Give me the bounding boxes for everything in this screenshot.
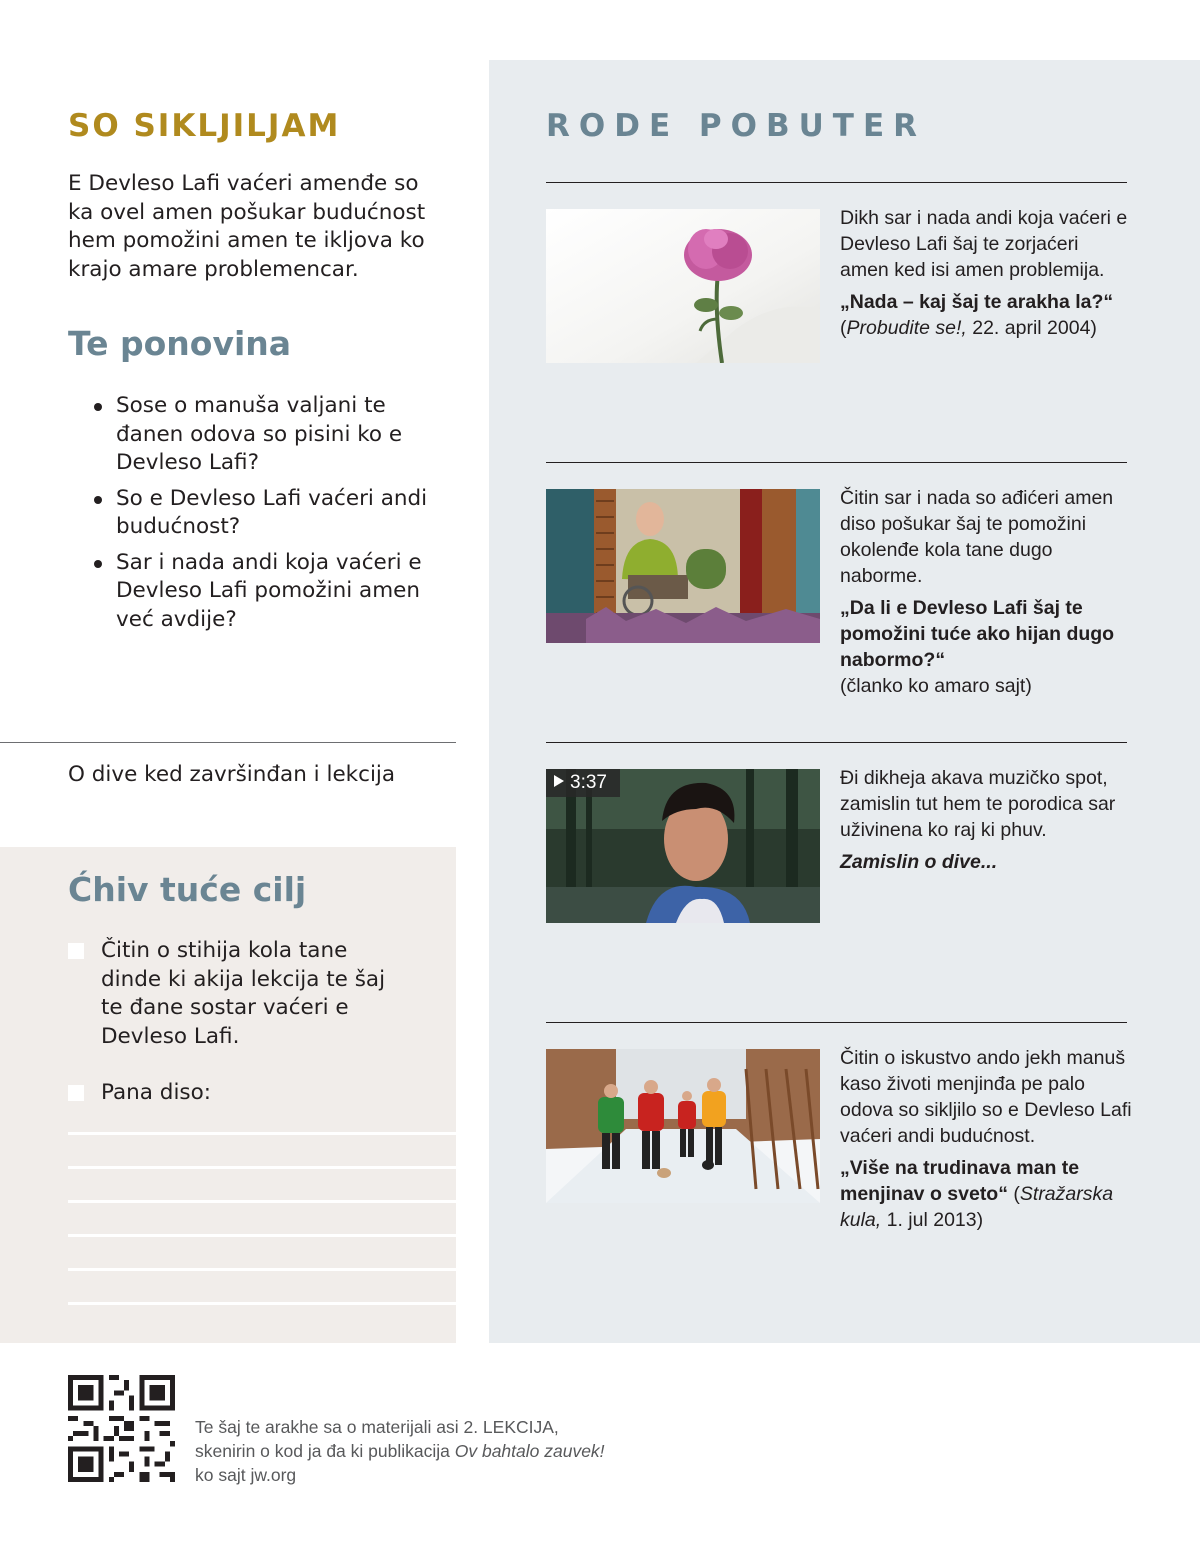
- footer-note: [195, 1415, 695, 1487]
- review-question: Sose o manuša valjani te đanen odova so pisini ko e Devleso Lafi?: [90, 392, 450, 478]
- qr-code[interactable]: [68, 1375, 175, 1482]
- further-item-description: Dikh sar i nada andi koja vaćeri e Devleso Lafi šaj te zorjaćeri amen ked isi amen problemija.: [840, 207, 1128, 281]
- man-looking-up-photo[interactable]: [546, 769, 820, 923]
- article-source: (Probudite se!, 22. april 2004): [840, 317, 1097, 339]
- man-in-wheelchair-photo[interactable]: [546, 489, 820, 643]
- review-question: Sar i nada andi koja vaćeri e Devleso Lafi pomožini amen već avdije?: [90, 549, 450, 635]
- further-reading-title: RODE POBUTER: [546, 108, 926, 144]
- footer-line: ko sajt jw.org: [195, 1465, 297, 1485]
- divider: [546, 462, 1127, 463]
- play-icon: [554, 775, 564, 787]
- checkbox[interactable]: [68, 1085, 84, 1101]
- writing-line[interactable]: [68, 1166, 456, 1169]
- article-link[interactable]: [840, 1155, 1132, 1233]
- article-source: (Stražarska kula, 1. jul 2013): [840, 1183, 1114, 1231]
- summary-text: E Devleso Lafi vaćeri amenđe so ka ovel amen pošukar budućnost hem pomožini amen te ikljova ko krajo amare problemencar.: [68, 171, 426, 282]
- writing-line[interactable]: [68, 1234, 456, 1237]
- further-item-description: Đi dikheja akava muzičko spot, zamislin tut hem te porodica sar uživinena ko raj ki phuv.: [840, 767, 1116, 841]
- writing-line[interactable]: [68, 1132, 456, 1135]
- checkbox[interactable]: [68, 943, 84, 959]
- goal-item-label: Pana diso:: [101, 1080, 212, 1105]
- further-item-description: Čitin sar i nada so ađićeri amen diso pošukar šaj te pomožini okolenđe kola tane dugo naborme.: [840, 487, 1114, 587]
- summary-title: SO SIKLJILJAM: [68, 108, 341, 144]
- article-title[interactable]: „Da li e Devleso Lafi šaj te pomožini tuće ako hijan dugo nabormo?“: [840, 597, 1115, 671]
- goal-item[interactable]: [68, 937, 398, 1051]
- further-item: [840, 485, 1132, 699]
- review-title: Te ponovina: [68, 324, 292, 363]
- article-title[interactable]: „Nada – kaj šaj te arakha la?“: [840, 291, 1114, 313]
- further-item-description: Čitin o iskustvo ando jekh manuš kaso životi menjinđa pe palo odova so sikljilo so e Devleso Lafi vaćeri andi budućnost.: [840, 1047, 1132, 1147]
- article-source: (članko ko amaro sajt): [840, 675, 1032, 697]
- completion-date-label: O dive ked završinđan i lekcija: [68, 762, 396, 787]
- further-item: [840, 1045, 1132, 1233]
- divider: [546, 1022, 1127, 1023]
- article-title[interactable]: „Više na trudinava man te menjinav o sveto“: [840, 1157, 1080, 1205]
- writing-line[interactable]: [68, 1200, 456, 1203]
- video-duration: 3:37: [570, 772, 607, 793]
- publication-title: Ov bahtalo zauvek!: [454, 1441, 605, 1461]
- divider: [0, 742, 456, 743]
- footer-line: Te šaj te arakhe sa o materijali asi 2. LEKCIJA,: [195, 1417, 559, 1437]
- footer-line: skenirin o kod ja đa ki publikacija Ov bahtalo zauvek!: [195, 1441, 605, 1461]
- writing-line[interactable]: [68, 1302, 456, 1305]
- article-link[interactable]: [840, 595, 1132, 673]
- writing-line[interactable]: [68, 1268, 456, 1271]
- review-question: So e Devleso Lafi vaćeri andi budućnost?: [90, 485, 450, 542]
- flower-photo[interactable]: [546, 209, 820, 363]
- review-list: [90, 392, 450, 641]
- further-item: [840, 765, 1132, 875]
- divider: [546, 742, 1127, 743]
- goal-item[interactable]: [68, 1079, 398, 1108]
- further-item: [840, 205, 1132, 341]
- divider: [546, 182, 1127, 183]
- video-duration-badge: [546, 769, 620, 797]
- article-link[interactable]: [840, 289, 1132, 341]
- family-walking-in-snow-photo[interactable]: [546, 1049, 820, 1203]
- goal-title: Ćhiv tuće cilj: [68, 870, 307, 909]
- goal-item-label: Čitin o stihija kola tane dinde ki akija lekcija te šaj te đane sostar vaćeri e Devleso Lafi.: [101, 938, 386, 1049]
- video-link[interactable]: Zamislin o dive...: [840, 851, 998, 873]
